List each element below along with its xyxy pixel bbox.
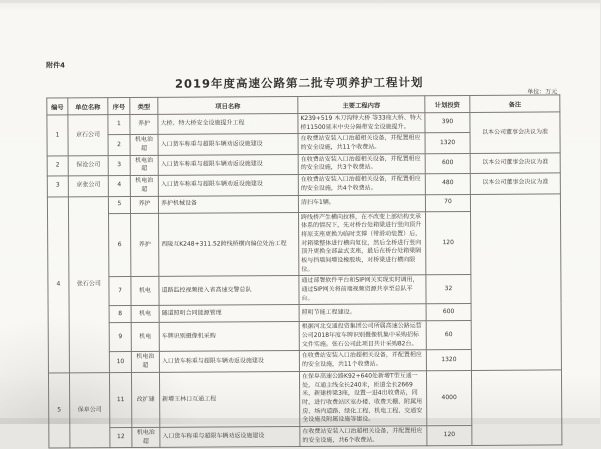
work-content-cell: 在收费站安装入口治超相关设备，并配置相应的安全设施，共11个收费站。 — [298, 133, 425, 154]
no-cell: 5 — [48, 373, 69, 449]
work-content-cell: 在保阜高速公路K92+640处新增T型互通一处，互通主线全长240米，匝道全长2669米，新建桥梁3座，设置一进4出收费站，同时，进行收费站区室办楼、收费天棚、附属用房、场内道路、绿化工程、机电工程、交通安全设施及附属设施等建设。 — [299, 371, 426, 427]
type-cell: 机电治超 — [130, 155, 158, 176]
work-content-cell: 清扫车1辆。 — [298, 194, 425, 212]
project-name-cell: 隧道照明合同能源管理 — [159, 305, 299, 323]
type-cell: 养护 — [130, 114, 158, 135]
work-content-cell: 根据河北交通投资集团公司所属高速公路运营公司2018年度车牌识别摄像机集中采购招标文件实施。张石公司此项目共计采购82台。 — [299, 321, 426, 351]
seq-cell: 9 — [109, 323, 131, 352]
type-cell: 机电治超 — [130, 175, 158, 196]
type-cell: 机电 — [131, 323, 159, 352]
investment-cell: 70 — [425, 194, 470, 211]
type-cell: 机电治超 — [132, 427, 160, 448]
company-cell: 保沧公司 — [68, 155, 108, 176]
column-header: 序号 — [108, 98, 130, 115]
column-header: 编号 — [47, 98, 68, 115]
project-name-cell: 道路监控视频接入省高速交警总队 — [159, 276, 299, 306]
work-content-cell: 照明节能工程建设。 — [299, 304, 426, 322]
column-header: 计划投资 — [425, 95, 470, 112]
type-cell: 机电治超 — [130, 135, 158, 156]
seq-cell: 6 — [109, 213, 131, 277]
column-header: 主要工程内容 — [298, 96, 425, 114]
investment-cell: 1320 — [426, 350, 471, 371]
company-cell: 京石公司 — [68, 115, 108, 156]
work-content-cell: 在收费站安装入口治超相关设备，并配置相应的安全设施，共6个收费站。 — [300, 426, 427, 447]
work-content-cell: 跨线桥产生横向拉移，在不改变上部结构支承体系的情况下，先对桥台处箱梁进行竖向顶升将原支座更换为临时支撑（带滑动装置）后，对箱梁整体进行横向复位，然后全桥进行竖向顶升更换全部盆式支座，最后在桥台处箱梁隔板与挡墙间增设橡胶块，对桥梁进行横向限位。 — [299, 211, 426, 276]
company-cell: 保阜公司 — [69, 372, 109, 448]
no-cell: 1 — [47, 115, 68, 156]
project-name-cell: 入口货车称重与超限车辆劝返设施建设 — [160, 426, 300, 447]
no-cell: 2 — [47, 156, 68, 177]
work-content-cell: 在收费站安装入口治超相关设备，并配置相应的安全设施，共3个收费站。 — [298, 153, 425, 174]
investment-cell: 120 — [425, 211, 470, 275]
note-cell — [470, 193, 561, 370]
seq-cell: 11 — [109, 372, 131, 427]
work-content-cell: 在收费站安装入口治超相关设备，并配置相应的安全设施，共11个收费站。 — [299, 350, 426, 371]
project-name-cell: 车牌识别摄像机采购 — [159, 322, 299, 352]
seq-cell: 2 — [108, 135, 130, 156]
seq-cell: 7 — [109, 277, 131, 306]
page-title: 2019年度高速公路第二批专项养护工程计划 — [174, 75, 424, 91]
table-body — [47, 112, 562, 448]
seq-cell: 12 — [110, 427, 132, 448]
investment-cell: 390 — [425, 112, 470, 133]
project-name-cell: 入口货车称重与超限车辆劝返设施建设 — [158, 175, 298, 196]
investment-cell: 600 — [425, 153, 470, 174]
type-cell: 机电 — [131, 306, 159, 323]
unit-label: 单位：万元 — [527, 88, 558, 96]
investment-cell: 32 — [426, 275, 471, 304]
note-cell: 以本公司董事会决议为准 — [470, 112, 560, 153]
type-cell: 改扩建 — [131, 372, 159, 427]
table-row — [47, 112, 560, 136]
seq-cell: 10 — [109, 352, 131, 373]
table-row — [47, 193, 560, 213]
note-cell — [471, 370, 561, 446]
note-cell: 以本公司董事会决议为准 — [470, 153, 560, 174]
work-content-cell: K239+519 木刀沟特大桥 等33座大桥、特大桥11500延米中央分隔带安全设施提升。 — [298, 113, 425, 134]
work-content-cell: 在收费站安装入口治超相关设备，并配置相应的安全设施，共4个收费站。 — [298, 174, 425, 195]
project-name-cell: 入口货车称重与超限车辆劝返设施建设 — [159, 351, 299, 372]
project-name-cell: 养护机械设备 — [158, 195, 298, 213]
no-cell: 4 — [47, 196, 69, 372]
company-cell: 京张公司 — [68, 176, 108, 197]
attachment-label: 附件4 — [46, 61, 65, 70]
work-content-cell: 通过部署软件平台和SIP网关实现实时调用，通过SIP网关将前端视频资源共享至总队平台。 — [299, 275, 426, 305]
column-header: 项目名称 — [158, 97, 298, 115]
investment-cell: 4000 — [426, 370, 471, 425]
project-name-cell: 大桥、特大桥安全设施提升工程 — [158, 114, 298, 135]
type-cell: 机电治超 — [131, 352, 159, 373]
investment-cell: 60 — [426, 321, 471, 350]
maintenance-plan-table — [46, 94, 562, 448]
type-cell: 养护 — [130, 196, 158, 213]
seq-cell: 8 — [109, 306, 131, 323]
type-cell: 机电 — [131, 277, 159, 306]
column-header: 类型 — [130, 97, 158, 114]
investment-cell: 120 — [427, 425, 472, 446]
project-name-cell: 入口货车称重与超限车辆劝返设施建设 — [158, 154, 298, 175]
seq-cell: 1 — [108, 115, 130, 136]
table-row — [48, 370, 561, 428]
project-name-cell: 入口货车称重与超限车辆劝返设施建设 — [158, 134, 298, 155]
type-cell: 养护 — [131, 213, 159, 277]
seq-cell: 4 — [108, 176, 130, 197]
investment-cell: 1320 — [425, 133, 470, 154]
column-header: 备注 — [470, 95, 560, 113]
project-name-cell: 西陵互K248+311.52跨线桥横向偏位处治工程 — [159, 212, 299, 277]
investment-cell: 480 — [425, 174, 470, 195]
investment-cell: 600 — [426, 304, 471, 321]
project-name-cell: 新增王林口互通工程 — [159, 371, 299, 427]
note-cell: 以本公司董事会决议为准 — [470, 173, 560, 194]
no-cell: 3 — [47, 176, 68, 197]
column-header: 单位名称 — [68, 98, 108, 115]
seq-cell: 5 — [108, 196, 130, 213]
company-cell: 张石公司 — [68, 196, 109, 373]
seq-cell: 3 — [108, 155, 130, 176]
